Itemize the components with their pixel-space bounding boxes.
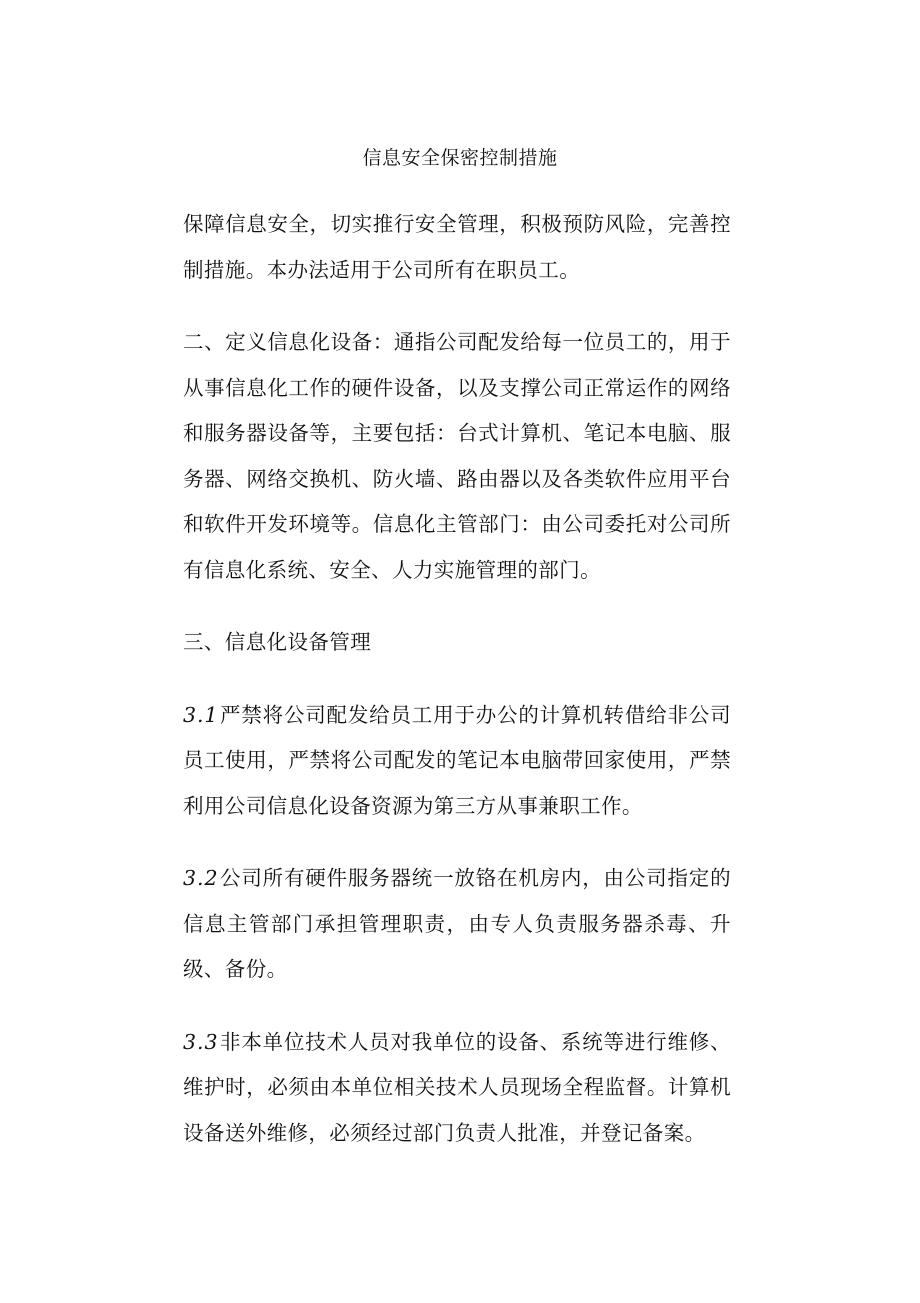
clause-number: 3.2	[183, 866, 219, 890]
document-title: 信息安全保密控制措施	[362, 147, 558, 169]
clause-number: 3.3	[183, 1029, 219, 1054]
paragraph-text: 三、信息化设备管理	[183, 630, 372, 654]
paragraph-intro	[183, 202, 731, 293]
paragraph-3-2	[183, 856, 731, 993]
paragraph-definitions	[183, 320, 731, 593]
paragraph-text: 二、定义信息化设备：通指公司配发给每一位员工的，用于从事信息化工作的硬件设备，以及支撑公司正常运作的网络和服务器设备等，主要包括：台式计算机、笔记本电脑、服务器、网络交换机、防火墙、路由器以及各类软件应用平台和软件开发环境等。信息化主管部门：由公司委托对公司所有信息化系统、安全、人力实施管理的部门。	[183, 330, 731, 582]
clause-number: 3.1	[183, 702, 219, 727]
paragraph-text: 公司所有硬件服务器统一放铬在机房内，由公司指定的信息主管部门承担管理职责，由专人负责服务器杀毒、升级、备份。	[183, 866, 731, 981]
paragraph-text: 保障信息安全，切实推行安全管理，积极预防风险，完善控制措施。本办法适用于公司所有在职员工。	[183, 212, 731, 282]
paragraph-text: 非本单位技术人员对我单位的设备、系统等进行维修、维护时，必须由本单位相关技术人员现场全程监督。计算机设备送外维修，必须经过部门负责人批准，并登记备案。	[183, 1029, 731, 1145]
paragraph-3-1	[183, 693, 731, 830]
document-body	[183, 202, 731, 1183]
section-heading-equipment	[183, 620, 731, 666]
paragraph-text: 严禁将公司配发给员工用于办公的计算机转借给非公司员工使用，严禁将公司配发的笔记本电脑带回家使用，严禁利用公司信息化设备资源为第三方从事兼职工作。	[183, 702, 731, 818]
paragraph-3-3	[183, 1020, 731, 1157]
